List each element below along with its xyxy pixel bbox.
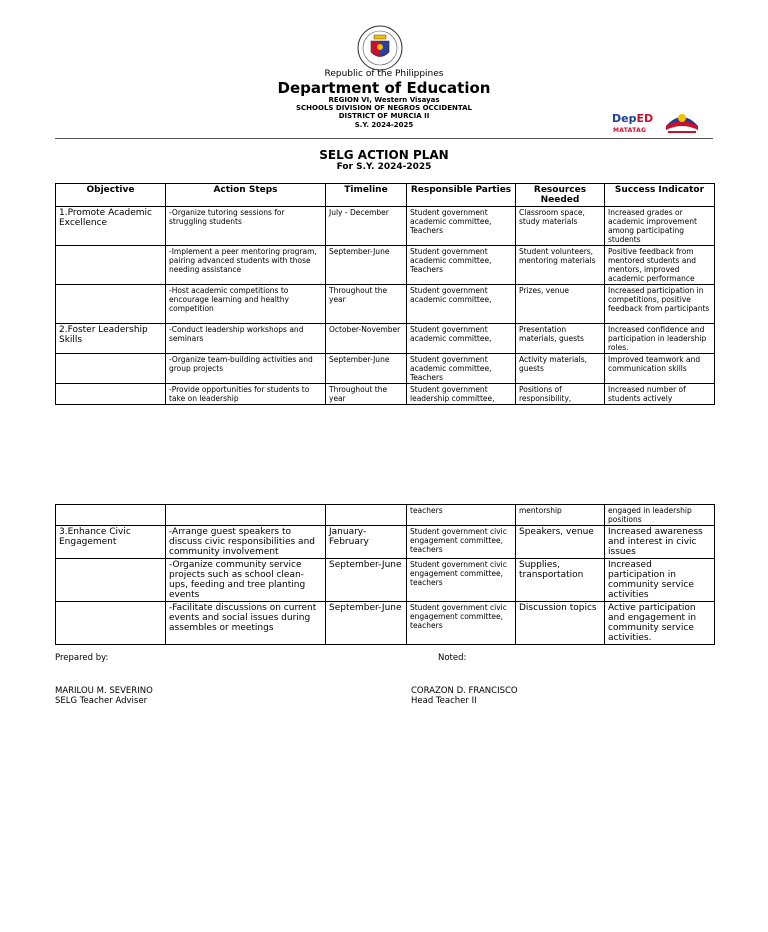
table-row	[56, 384, 715, 405]
header-resources-needed: Resources Needed	[516, 184, 605, 207]
objective-cell	[56, 384, 166, 405]
table-row	[56, 246, 715, 285]
parties-cell: Student government academic committee, Teachers	[407, 354, 516, 384]
preparer-title: SELG Teacher Adviser	[55, 696, 148, 706]
timeline-cell: July - December	[326, 207, 407, 246]
timeline-cell: September-June	[326, 246, 407, 285]
division-line: SCHOOLS DIVISION OF NEGROS OCCIDENTAL	[296, 104, 472, 112]
noter-title: Head Teacher II	[411, 696, 477, 706]
timeline-cell: September-June	[326, 354, 407, 384]
action-cell	[166, 505, 326, 526]
indicator-cell: Increased participation in competitions, positive feedback from participants	[605, 285, 715, 324]
action-cell: -Implement a peer mentoring program, pairing advanced students with those needing assistance	[166, 246, 326, 285]
resources-cell: Student volunteers, mentoring materials	[516, 246, 605, 285]
table-row	[56, 602, 715, 645]
header-objective: Objective	[56, 184, 166, 207]
resources-cell: Classroom space, study materials	[516, 207, 605, 246]
indicator-cell: engaged in leadership positions	[605, 505, 715, 526]
header-success-indicator: Success Indicator	[605, 184, 715, 207]
plan-title: SELG ACTION PLAN	[319, 148, 449, 162]
objective-cell: 1.Promote Academic Excellence	[56, 207, 166, 246]
parties-cell: Student government civic engagement committee, teachers	[407, 559, 516, 602]
action-plan-table	[55, 183, 715, 405]
region-line: REGION VI, Western Visayas	[328, 96, 440, 104]
action-cell: -Provide opportunities for students to take on leadership	[166, 384, 326, 405]
resources-cell: Speakers, venue	[516, 526, 605, 559]
resources-cell: mentorship	[516, 505, 605, 526]
deped-logo: DepED	[612, 112, 654, 125]
table-row	[56, 559, 715, 602]
table-row	[56, 505, 715, 526]
resources-cell: Activity materials, guests	[516, 354, 605, 384]
action-cell: -Conduct leadership workshops and seminars	[166, 324, 326, 354]
table-row	[56, 207, 715, 246]
bagong-pilipinas-logo-icon	[662, 106, 702, 136]
republic-line: Republic of the Philippines	[324, 69, 444, 79]
objective-cell	[56, 354, 166, 384]
resources-cell: Supplies, transportation	[516, 559, 605, 602]
noter-name: CORAZON D. FRANCISCO	[411, 686, 518, 696]
parties-cell: Student government academic committee,	[407, 285, 516, 324]
objective-cell: 3.Enhance Civic Engagement	[56, 526, 166, 559]
plan-subtitle: For S.Y. 2024-2025	[336, 162, 432, 172]
parties-cell: Student government academic committee, Teachers	[407, 246, 516, 285]
preparer-name: MARILOU M. SEVERINO	[55, 686, 153, 696]
school-year-line: S.Y. 2024-2025	[354, 121, 414, 129]
indicator-cell: Increased participation in community service activities	[605, 559, 715, 602]
action-cell: -Arrange guest speakers to discuss civic responsibilities and community involvement	[166, 526, 326, 559]
parties-cell: Student government civic engagement committee, teachers	[407, 526, 516, 559]
indicator-cell: Increased number of students actively	[605, 384, 715, 405]
timeline-cell: Throughout the year	[326, 384, 407, 405]
action-cell: -Organize team-building activities and group projects	[166, 354, 326, 384]
objective-cell: 2.Foster Leadership Skills	[56, 324, 166, 354]
header-responsible-parties: Responsible Parties	[407, 184, 516, 207]
parties-cell: Student government leadership committee,	[407, 384, 516, 405]
action-cell: -Organize tutoring sessions for struggling students	[166, 207, 326, 246]
indicator-cell: Improved teamwork and communication skills	[605, 354, 715, 384]
department-name: Department of Education	[277, 79, 491, 97]
prepared-by-label: Prepared by:	[55, 653, 109, 663]
parties-cell: Student government academic committee,	[407, 324, 516, 354]
noted-label: Noted:	[438, 653, 467, 663]
indicator-cell: Increased confidence and participation in leadership roles.	[605, 324, 715, 354]
indicator-cell: Active participation and engagement in community service activities.	[605, 602, 715, 645]
resources-cell: Prizes, venue	[516, 285, 605, 324]
deped-seal-icon	[357, 25, 403, 71]
objective-cell	[56, 559, 166, 602]
parties-cell: teachers	[407, 505, 516, 526]
resources-cell: Positions of responsibility,	[516, 384, 605, 405]
parties-cell: Student government academic committee, Teachers	[407, 207, 516, 246]
header-timeline: Timeline	[326, 184, 407, 207]
timeline-cell: September-June	[326, 602, 407, 645]
timeline-cell: October-November	[326, 324, 407, 354]
objective-cell	[56, 285, 166, 324]
matatag-logo: MATATAG	[613, 127, 647, 134]
timeline-cell: Throughout the year	[326, 285, 407, 324]
action-plan-table-continued	[55, 504, 715, 645]
timeline-cell: January-February	[326, 526, 407, 559]
indicator-cell: Increased grades or academic improvement among participating students	[605, 207, 715, 246]
objective-cell	[56, 602, 166, 645]
parties-cell: Student government civic engagement committee, teachers	[407, 602, 516, 645]
objective-cell	[56, 246, 166, 285]
resources-cell: Presentation materials, guests	[516, 324, 605, 354]
header-divider	[55, 138, 713, 139]
table-row	[56, 354, 715, 384]
action-cell: -Organize community service projects such as school clean-ups, feeding and tree planting events	[166, 559, 326, 602]
timeline-cell	[326, 505, 407, 526]
resources-cell: Discussion topics	[516, 602, 605, 645]
indicator-cell: Increased awareness and interest in civic issues	[605, 526, 715, 559]
objective-cell	[56, 505, 166, 526]
table-header-row	[56, 184, 715, 207]
table-row	[56, 526, 715, 559]
timeline-cell: September-June	[326, 559, 407, 602]
table-row	[56, 285, 715, 324]
action-cell: -Host academic competitions to encourage learning and healthy competition	[166, 285, 326, 324]
table-row	[56, 324, 715, 354]
action-cell: -Facilitate discussions on current events and social issues during assembles or meetings	[166, 602, 326, 645]
indicator-cell: Positive feedback from mentored students and mentors, improved academic performance	[605, 246, 715, 285]
district-line: DISTRICT OF MURCIA II	[338, 112, 430, 120]
header-action-steps: Action Steps	[166, 184, 326, 207]
